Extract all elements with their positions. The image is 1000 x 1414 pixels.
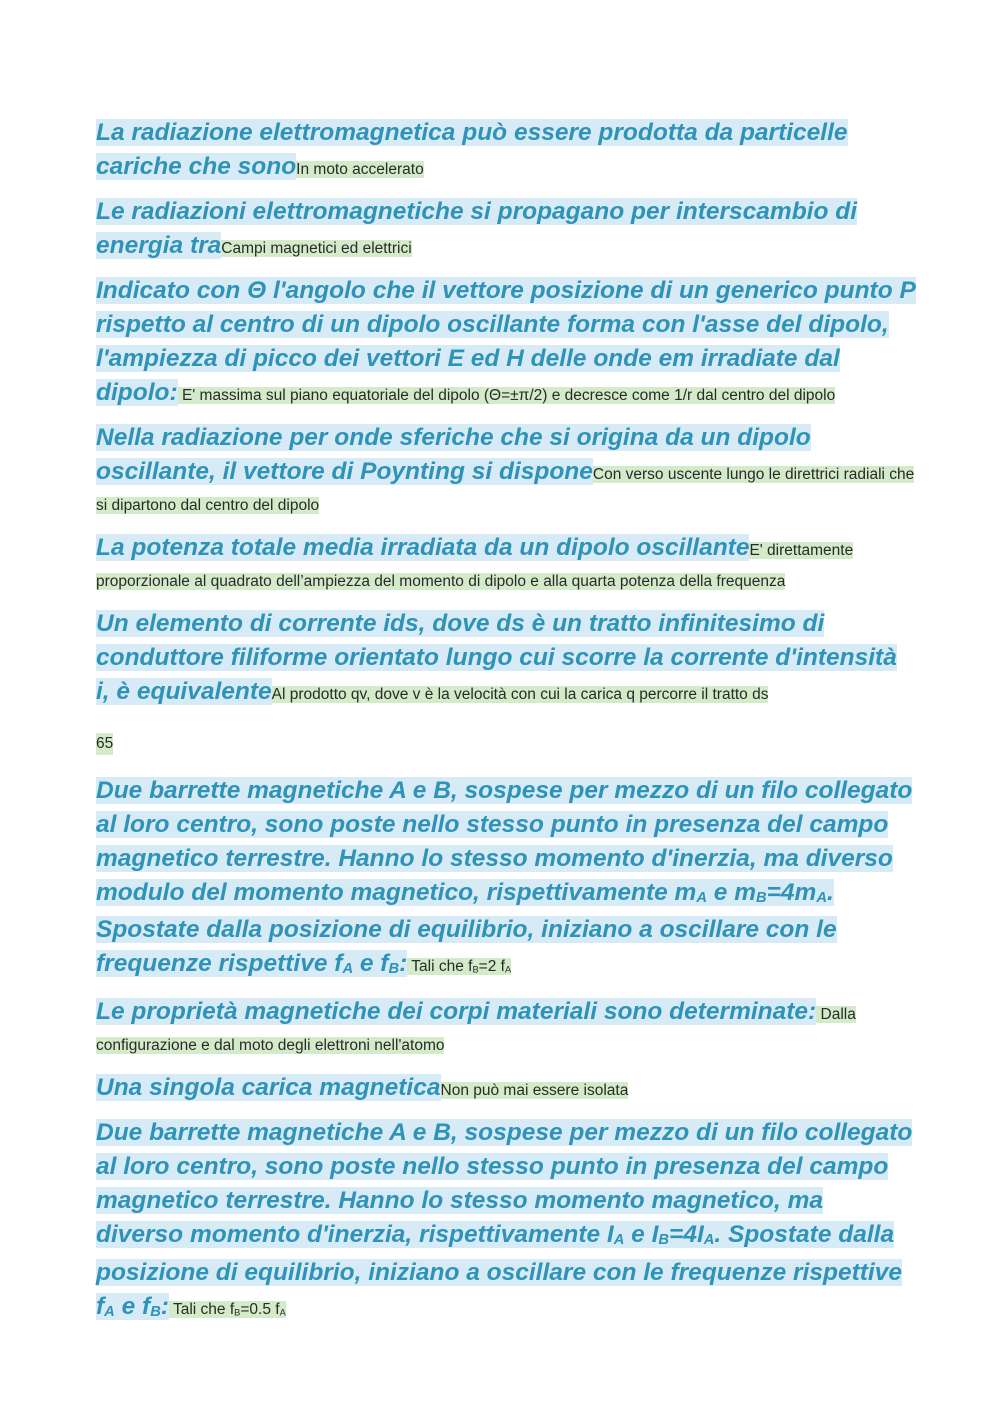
question-text: La potenza totale media irradiata da un dipolo oscillante (96, 534, 750, 561)
question-1 (96, 117, 916, 185)
question-7 (96, 775, 916, 985)
question-text: La radiazione elettromagnetica può essere prodotta da particelle cariche che sono (96, 119, 848, 180)
answer-text: E' direttamente proporzionale al quadrato dell’ampiezza del momento di dipolo e alla quarta potenza della frequenza (96, 542, 854, 590)
question-text: Le proprietà magnetiche dei corpi materiali sono determinate: (96, 998, 817, 1026)
question-9 (96, 1072, 916, 1106)
question-2 (96, 196, 916, 264)
question-text: Due barrette magnetiche A e B, sospese per mezzo di un filo collegato al loro centro, sono poste nello stesso punto in presenza del campo magnetico terrestre. Hanno lo stesso momento d'inerzia, ma diverso modulo del momento magnetico, rispettivamente $m_A$ e $m_B=4m_A$. Spostate dalla posizione di equilibrio, iniziano a oscillare con le frequenze rispettive $f_A$ e $f_B$: (96, 777, 913, 978)
question-5 (96, 532, 916, 597)
answer-text: Al prodotto qv, dove v è la velocità con cui la carica q percorre il tratto ds (271, 686, 769, 703)
answer-text: Non può mai essere isolata (440, 1082, 629, 1100)
question-3 (96, 275, 916, 411)
question-10 (96, 1117, 916, 1327)
document-page (96, 117, 916, 1339)
question-text: Una singola carica magnetica (96, 1074, 441, 1102)
answer-text: Tali che $f_B=0.5$ $f_A$ (168, 1300, 286, 1318)
page-number: 65 (96, 733, 113, 755)
question-4 (96, 422, 916, 521)
answer-text: Campi magnetici ed elettrici (221, 240, 412, 257)
answer-text: Dalla configurazione e dal moto degli elettroni nell'atomo (96, 1006, 856, 1055)
answer-text: Con verso uscente lungo le direttrici radiali che si dipartono dal centro del dipolo (96, 466, 915, 514)
question-text: Un elemento di corrente ids, dove ds è un tratto infinitesimo di conduttore filiforme orientato lungo cui scorre la corrente d'intensità i, è equivalente (96, 610, 897, 705)
question-text: Indicato con Θ l'angolo che il vettore posizione di un generico punto P rispetto al centro di un dipolo oscillante forma con l'asse del dipolo, l'ampiezza di picco dei vettori E ed H delle onde em irradiate dal dipolo: (96, 277, 916, 406)
question-text: Le radiazioni elettromagnetiche si propagano per interscambio di energia tra (96, 198, 858, 259)
question-text: Due barrette magnetiche A e B, sospese per mezzo di un filo collegato al loro centro, sono poste nello stesso punto in presenza del campo magnetico terrestre. Hanno lo stesso momento magnetico, ma diverso momento d'inerzia, rispettivamente $I_A$ e $I_B=4I_A$. Spostate dalla posizione di equilibrio, iniziano a oscillare con le frequenze rispettive $f_A$ e $f_B$: (96, 1119, 913, 1320)
question-6 (96, 608, 916, 710)
question-text: Nella radiazione per onde sferiche che si origina da un dipolo oscillante, il vettore di Poynting si dispone (96, 424, 811, 485)
answer-text: Tali che $f_B=2$ $f_A$ (407, 958, 512, 976)
question-8 (96, 996, 916, 1061)
answer-text: In moto accelerato (296, 161, 424, 178)
answer-text: E' massima sul piano equatoriale del dipolo (Θ=±π/2) e decresce come 1/r dal centro del dipolo (177, 387, 836, 404)
